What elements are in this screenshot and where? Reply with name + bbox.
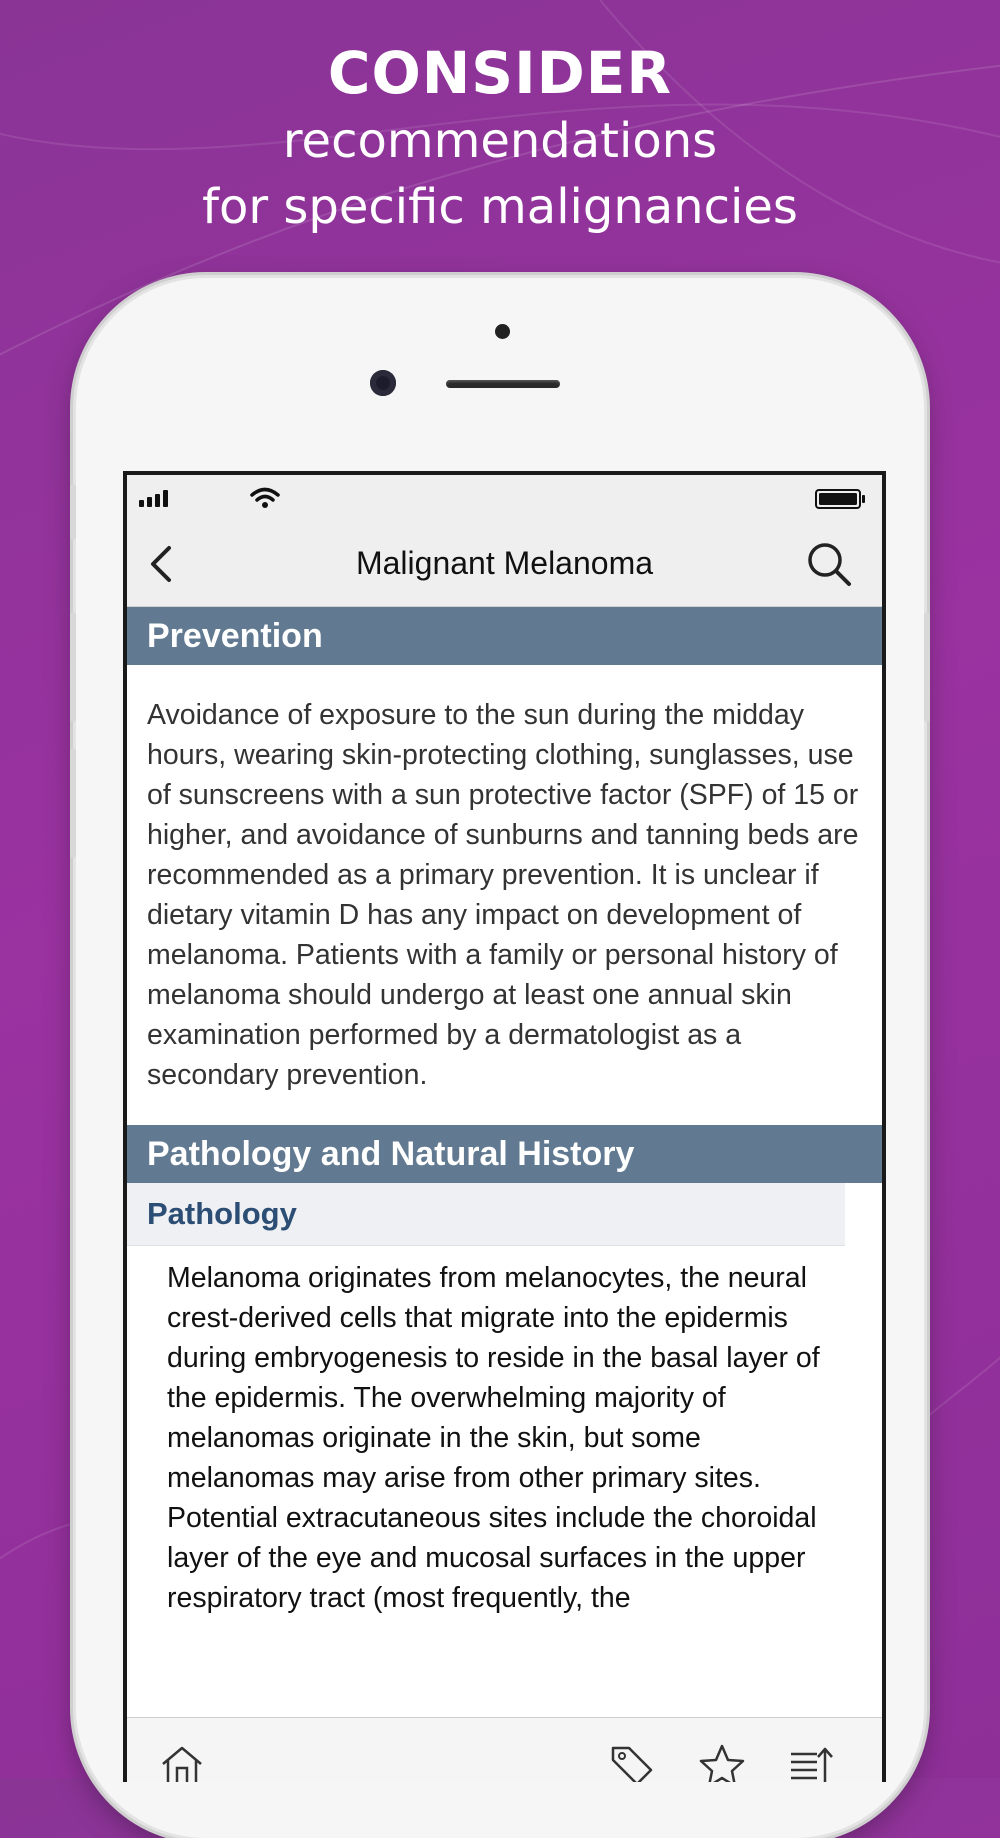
chevron-left-icon — [139, 539, 189, 589]
promo-subline-2: for specific malignancies — [202, 179, 798, 235]
search-icon — [804, 539, 854, 589]
app-screen — [123, 471, 886, 1782]
pathology-text: Melanoma originates from melanocytes, the neural crest-derived cells that migrate into the epidermis during embryogenesis to reside in the basal layer of the epidermis. The overwhelming majority of melanomas originate in the skin, but some melanomas may arise from other primary sites. Potential extracutaneous sites include the choroidal layer of the eye and mucosal surfaces in the upper respiratory tract (most frequently, the — [167, 1262, 820, 1614]
navigation-bar — [127, 521, 882, 607]
section-header-prevention[interactable]: Prevention — [127, 607, 882, 665]
phone-volume-down — [70, 748, 76, 858]
tab-home[interactable] — [157, 1744, 207, 1782]
tab-contents[interactable] — [787, 1744, 837, 1782]
front-sensor — [495, 324, 510, 339]
wifi-icon — [250, 487, 280, 509]
article-content[interactable] — [127, 607, 882, 1717]
tab-favorites[interactable] — [697, 1744, 747, 1782]
tag-icon — [607, 1744, 657, 1782]
front-camera — [370, 370, 396, 396]
status-bar — [127, 475, 882, 521]
subsection-header-pathology[interactable]: Pathology — [127, 1183, 845, 1246]
earpiece-speaker — [446, 380, 560, 388]
section-header-pathology-natural-history[interactable]: Pathology and Natural History — [127, 1125, 882, 1183]
signal-bars-icon — [139, 489, 175, 507]
tab-bar — [127, 1717, 882, 1782]
search-button[interactable] — [804, 539, 854, 589]
prevention-text: Avoidance of exposure to the sun during the midday hours, wearing skin-protecting clothing, sunglasses, use of sunscreens with a sun protective factor (SPF) of 15 or higher, and avoidance of sunburns and tanning beds are recommended as a primary prevention. It is unclear if dietary vitamin D has any impact on development of melanoma. Patients with a family or personal history of melanoma should undergo at least one annual skin examination performed by a dermatologist as a secondary prevention. — [147, 699, 859, 1091]
home-icon — [157, 1744, 207, 1782]
promo-headline-block — [0, 38, 1000, 240]
promo-headline: CONSIDER — [327, 39, 673, 107]
promo-subline-1: recommendations — [282, 113, 718, 169]
battery-icon — [815, 489, 867, 509]
phone-power-button — [924, 612, 930, 722]
star-icon — [697, 1744, 747, 1782]
phone-mute-switch — [70, 484, 76, 540]
back-button[interactable] — [139, 539, 189, 589]
list-sort-icon — [787, 1744, 837, 1782]
tab-tags[interactable] — [607, 1744, 657, 1782]
phone-volume-up — [70, 612, 76, 722]
page-title: Malignant Melanoma — [355, 545, 654, 581]
